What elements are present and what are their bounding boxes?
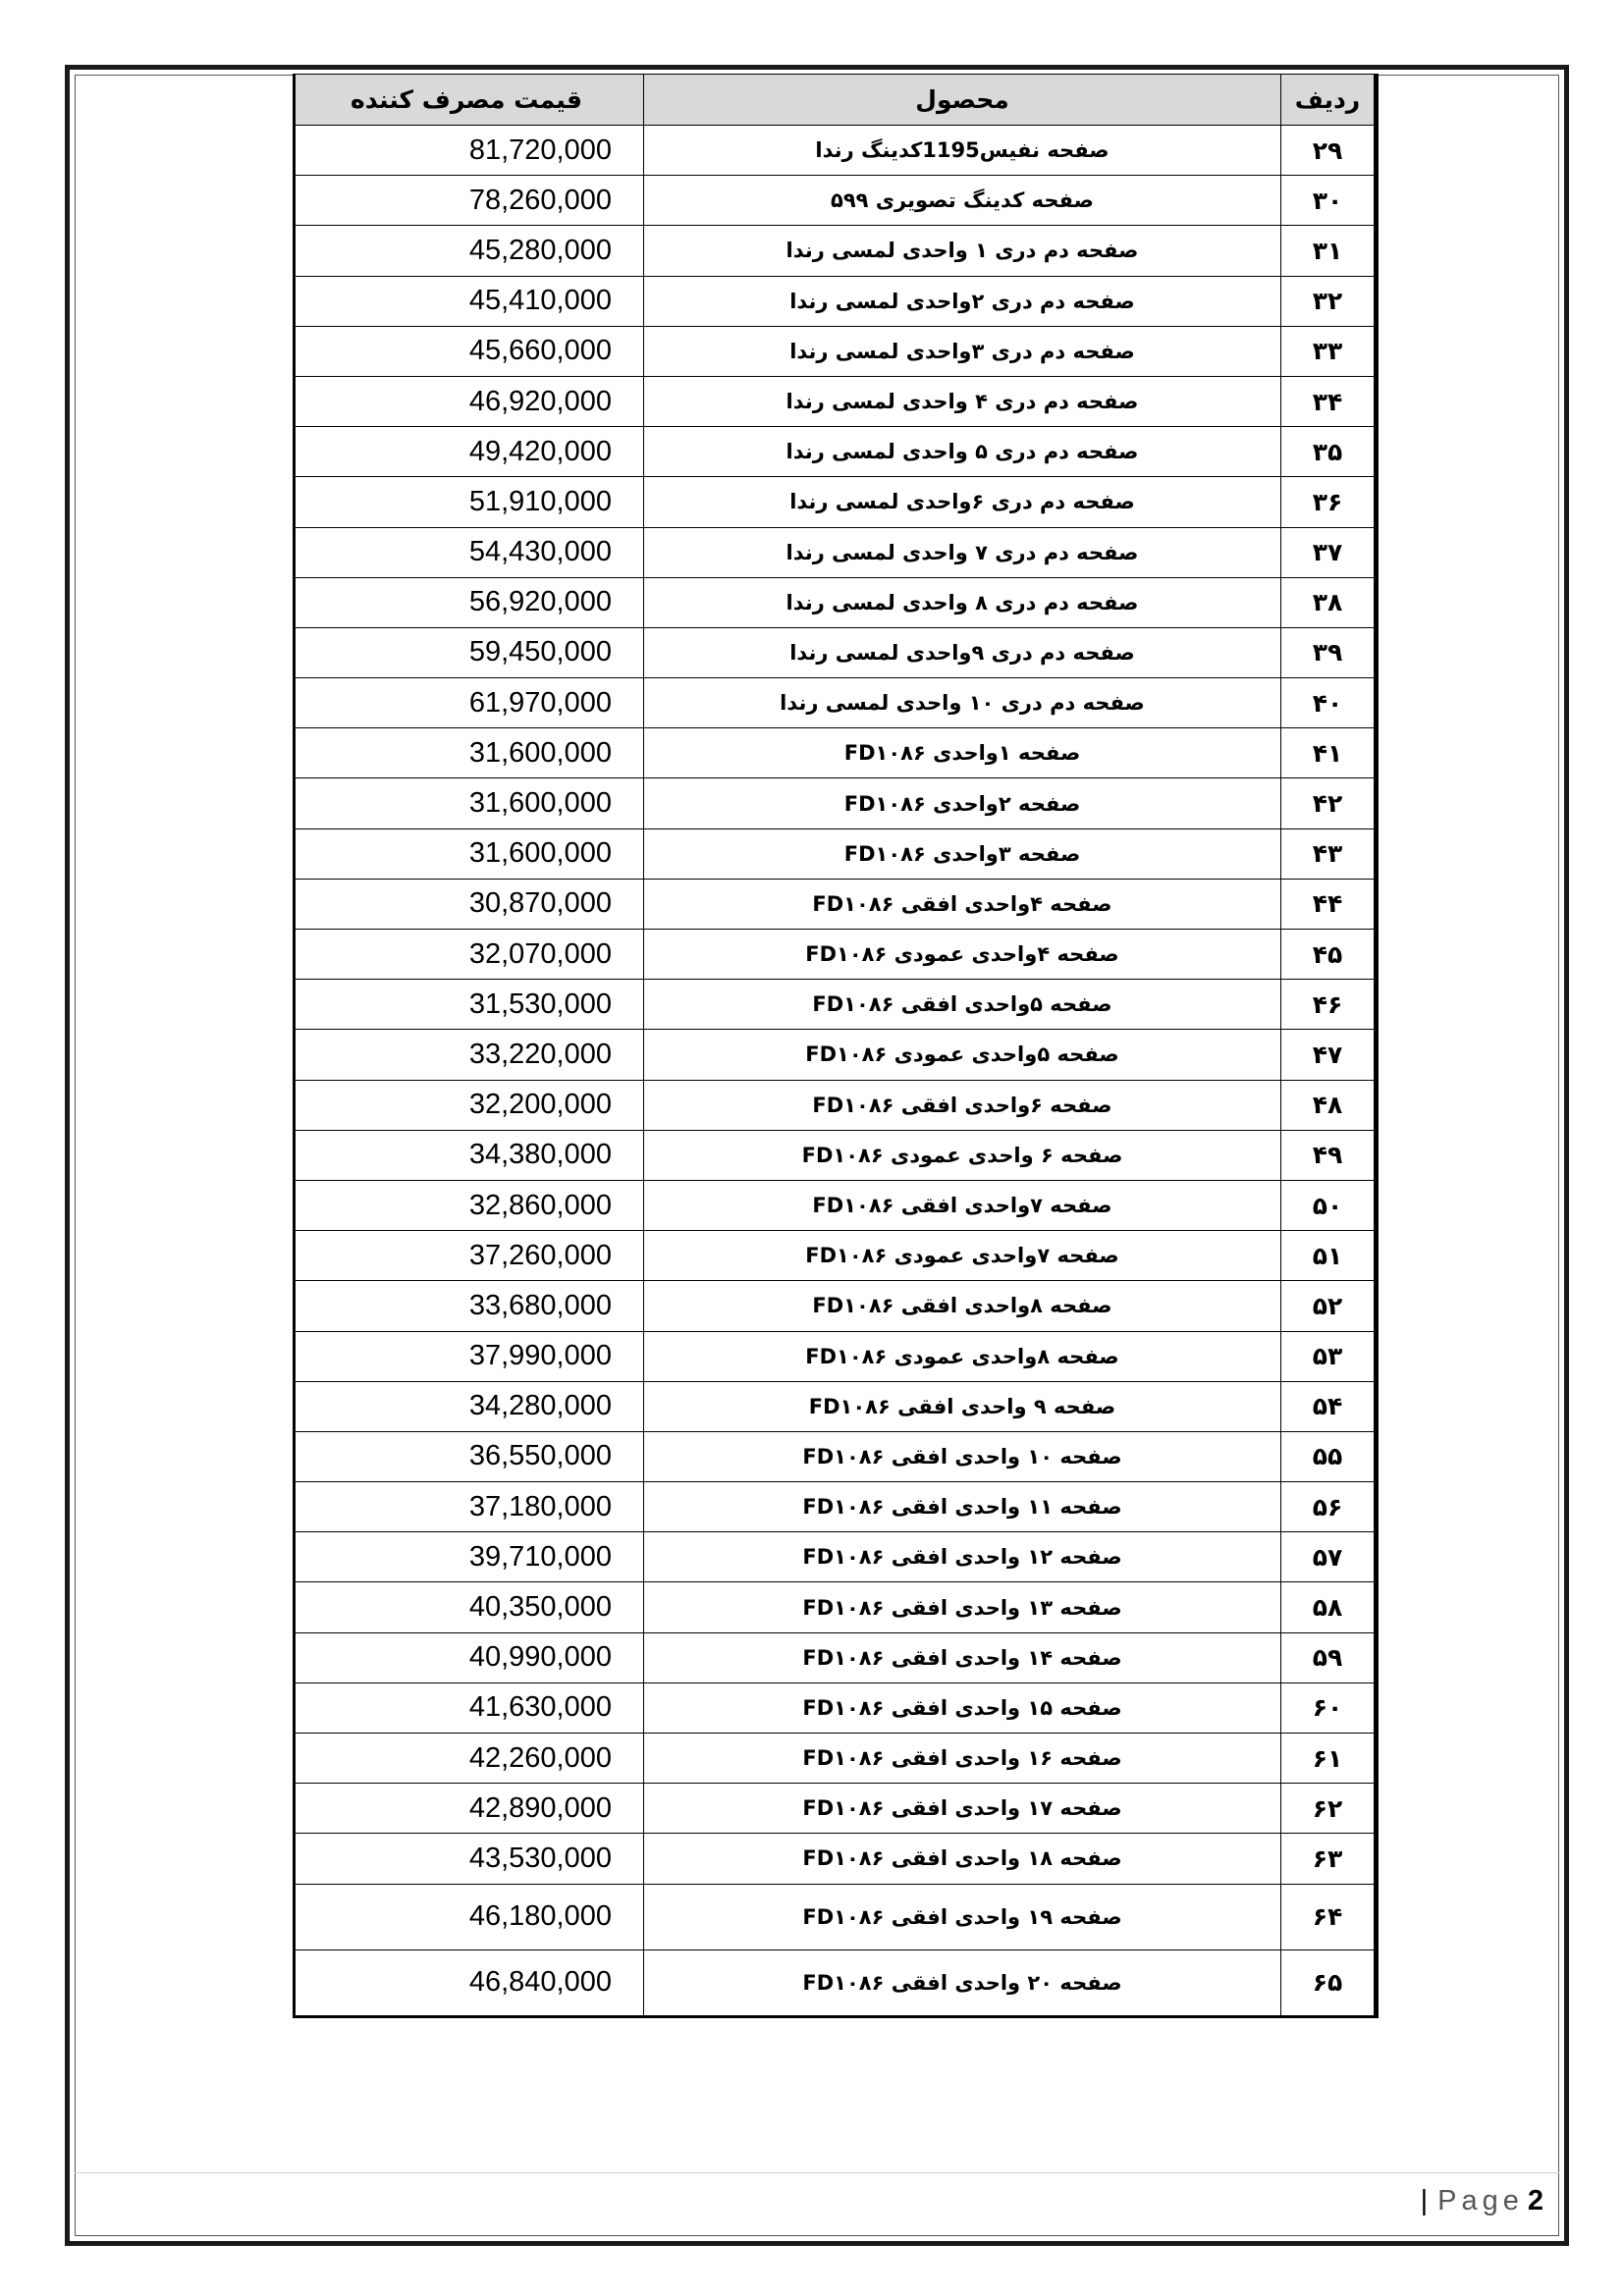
row-number-cell: ۴۳ — [1281, 828, 1377, 879]
table-row — [295, 1482, 1377, 1532]
table-header-row — [295, 75, 1377, 126]
product-cell: صفحه ۱۴ واحدی افقی FD۱۰۸۶ — [644, 1632, 1281, 1682]
table-row — [295, 1281, 1377, 1331]
table-row — [295, 828, 1377, 879]
row-number-cell: ۴۷ — [1281, 1030, 1377, 1080]
product-cell: صفحه ۷واحدی عمودی FD۱۰۸۶ — [644, 1231, 1281, 1281]
row-number-cell: ۵۱ — [1281, 1231, 1377, 1281]
row-number-cell: ۴۵ — [1281, 930, 1377, 980]
table-row — [295, 376, 1377, 426]
price-cell: 33,680,000 — [295, 1281, 644, 1331]
row-number-cell: ۳۳ — [1281, 326, 1377, 376]
product-cell: صفحه ۹ واحدی افقی FD۱۰۸۶ — [644, 1381, 1281, 1431]
product-cell: صفحه ۱۷ واحدی افقی FD۱۰۸۶ — [644, 1784, 1281, 1834]
table-row — [295, 326, 1377, 376]
price-cell: 31,530,000 — [295, 980, 644, 1030]
product-cell: صفحه ۵واحدی افقی FD۱۰۸۶ — [644, 980, 1281, 1030]
product-cell: صفحه دم دری ۱ واحدی لمسی رندا — [644, 226, 1281, 276]
table-row — [295, 1381, 1377, 1431]
product-cell: صفحه ۸واحدی عمودی FD۱۰۸۶ — [644, 1331, 1281, 1381]
product-cell: صفحه ۱۹ واحدی افقی FD۱۰۸۶ — [644, 1884, 1281, 1949]
product-cell: صفحه ۱۵ واحدی افقی FD۱۰۸۶ — [644, 1682, 1281, 1733]
price-cell: 45,280,000 — [295, 226, 644, 276]
table-row — [295, 176, 1377, 226]
price-cell: 40,350,000 — [295, 1582, 644, 1632]
product-cell: صفحه ۲۰ واحدی افقی FD۱۰۸۶ — [644, 1949, 1281, 2016]
table-row — [295, 728, 1377, 778]
table-row — [295, 1632, 1377, 1682]
price-cell: 56,920,000 — [295, 577, 644, 627]
row-number-cell: ۴۱ — [1281, 728, 1377, 778]
row-number-cell: ۳۱ — [1281, 226, 1377, 276]
product-cell: صفحه ۱۸ واحدی افقی FD۱۰۸۶ — [644, 1834, 1281, 1884]
product-cell: صفحه ۸واحدی افقی FD۱۰۸۶ — [644, 1281, 1281, 1331]
row-number-cell: ۳۵ — [1281, 427, 1377, 477]
table-row — [295, 126, 1377, 176]
table-row — [295, 1784, 1377, 1834]
product-cell: صفحه ۶واحدی افقی FD۱۰۸۶ — [644, 1080, 1281, 1130]
product-cell: صفحه ۲واحدی FD۱۰۸۶ — [644, 778, 1281, 828]
price-cell: 45,410,000 — [295, 276, 644, 326]
product-cell: صفحه ۱واحدی FD۱۰۸۶ — [644, 728, 1281, 778]
table-row — [295, 1231, 1377, 1281]
price-cell: 49,420,000 — [295, 427, 644, 477]
product-cell: صفحه ۱۳ واحدی افقی FD۱۰۸۶ — [644, 1582, 1281, 1632]
table-body — [295, 126, 1377, 2017]
price-cell: 46,840,000 — [295, 1949, 644, 2016]
table-row — [295, 477, 1377, 527]
table-row — [295, 1080, 1377, 1130]
row-number-cell: ۶۰ — [1281, 1682, 1377, 1733]
price-cell: 37,180,000 — [295, 1482, 644, 1532]
product-cell: صفحه ۴واحدی عمودی FD۱۰۸۶ — [644, 930, 1281, 980]
product-cell: صفحه دم دری ۴ واحدی لمسی رندا — [644, 376, 1281, 426]
product-cell: صفحه دم دری ۹واحدی لمسی رندا — [644, 627, 1281, 677]
table-row — [295, 980, 1377, 1030]
price-cell: 32,200,000 — [295, 1080, 644, 1130]
price-cell: 61,970,000 — [295, 678, 644, 728]
header-price: قیمت مصرف کننده — [295, 75, 644, 126]
price-cell: 33,220,000 — [295, 1030, 644, 1080]
product-cell: صفحه ۴واحدی افقی FD۱۰۸۶ — [644, 879, 1281, 929]
product-cell: صفحه دم دری ۳واحدی لمسی رندا — [644, 326, 1281, 376]
row-number-cell: ۵۲ — [1281, 1281, 1377, 1331]
table-row — [295, 1130, 1377, 1180]
row-number-cell: ۵۴ — [1281, 1381, 1377, 1431]
row-number-cell: ۴۹ — [1281, 1130, 1377, 1180]
price-cell: 34,380,000 — [295, 1130, 644, 1180]
table-row — [295, 577, 1377, 627]
product-cell: صفحه ۱۶ واحدی افقی FD۱۰۸۶ — [644, 1734, 1281, 1784]
table-row — [295, 627, 1377, 677]
price-cell: 39,710,000 — [295, 1532, 644, 1582]
price-cell: 42,260,000 — [295, 1734, 644, 1784]
product-cell: صفحه دم دری ۵ واحدی لمسی رندا — [644, 427, 1281, 477]
table-row — [295, 1180, 1377, 1230]
table-row — [295, 1834, 1377, 1884]
table-row — [295, 1030, 1377, 1080]
row-number-cell: ۳۶ — [1281, 477, 1377, 527]
product-cell: صفحه دم دری ۸ واحدی لمسی رندا — [644, 577, 1281, 627]
table-row — [295, 1431, 1377, 1481]
price-cell: 81,720,000 — [295, 126, 644, 176]
price-cell: 32,860,000 — [295, 1180, 644, 1230]
product-cell: صفحه دم دری ۲واحدی لمسی رندا — [644, 276, 1281, 326]
row-number-cell: ۵۹ — [1281, 1632, 1377, 1682]
price-cell: 30,870,000 — [295, 879, 644, 929]
price-cell: 34,280,000 — [295, 1381, 644, 1431]
table-row — [295, 1582, 1377, 1632]
table-row — [295, 527, 1377, 577]
table-row — [295, 1734, 1377, 1784]
row-number-cell: ۳۲ — [1281, 276, 1377, 326]
table-row — [295, 778, 1377, 828]
price-cell: 37,260,000 — [295, 1231, 644, 1281]
table-row — [295, 1532, 1377, 1582]
product-cell: صفحه ۷واحدی افقی FD۱۰۸۶ — [644, 1180, 1281, 1230]
price-cell: 54,430,000 — [295, 527, 644, 577]
row-number-cell: ۵۳ — [1281, 1331, 1377, 1381]
row-number-cell: ۴۰ — [1281, 678, 1377, 728]
price-cell: 41,630,000 — [295, 1682, 644, 1733]
row-number-cell: ۵۸ — [1281, 1582, 1377, 1632]
row-number-cell: ۳۷ — [1281, 527, 1377, 577]
header-product: محصول — [644, 75, 1281, 126]
product-cell: صفحه ۱۱ واحدی افقی FD۱۰۸۶ — [644, 1482, 1281, 1532]
row-number-cell: ۶۱ — [1281, 1734, 1377, 1784]
price-cell: 36,550,000 — [295, 1431, 644, 1481]
price-cell: 40,990,000 — [295, 1632, 644, 1682]
row-number-cell: ۵۰ — [1281, 1180, 1377, 1230]
product-cell: صفحه ۵واحدی عمودی FD۱۰۸۶ — [644, 1030, 1281, 1080]
footer-separator: | — [1420, 2185, 1429, 2216]
row-number-cell: ۶۵ — [1281, 1949, 1377, 2016]
row-number-cell: ۴۶ — [1281, 980, 1377, 1030]
row-number-cell: ۳۹ — [1281, 627, 1377, 677]
table-row — [295, 879, 1377, 929]
row-number-cell: ۴۴ — [1281, 879, 1377, 929]
product-cell: صفحه دم دری ۶واحدی لمسی رندا — [644, 477, 1281, 527]
row-number-cell: ۳۰ — [1281, 176, 1377, 226]
row-number-cell: ۵۶ — [1281, 1482, 1377, 1532]
table-row — [295, 427, 1377, 477]
page-number-footer — [1421, 2185, 1543, 2217]
row-number-cell: ۴۸ — [1281, 1080, 1377, 1130]
table-row — [295, 226, 1377, 276]
price-cell: 43,530,000 — [295, 1834, 644, 1884]
table-row — [295, 276, 1377, 326]
table-row — [295, 1682, 1377, 1733]
row-number-cell: ۳۸ — [1281, 577, 1377, 627]
table-row — [295, 930, 1377, 980]
price-cell: 45,660,000 — [295, 326, 644, 376]
product-cell: صفحه کدینگ تصویری ۵۹۹ — [644, 176, 1281, 226]
table-row — [295, 1949, 1377, 2016]
price-list-table — [293, 74, 1379, 2018]
price-cell: 51,910,000 — [295, 477, 644, 527]
page-number: 2 — [1527, 2185, 1543, 2216]
table-row — [295, 678, 1377, 728]
price-cell: 46,180,000 — [295, 1884, 644, 1949]
price-cell: 59,450,000 — [295, 627, 644, 677]
price-cell: 37,990,000 — [295, 1331, 644, 1381]
product-cell: صفحه نفیس1195کدینگ رندا — [644, 126, 1281, 176]
product-cell: صفحه دم دری ۷ واحدی لمسی رندا — [644, 527, 1281, 577]
row-number-cell: ۵۵ — [1281, 1431, 1377, 1481]
price-cell: 78,260,000 — [295, 176, 644, 226]
product-cell: صفحه ۱۰ واحدی افقی FD۱۰۸۶ — [644, 1431, 1281, 1481]
price-cell: 31,600,000 — [295, 828, 644, 879]
price-cell: 46,920,000 — [295, 376, 644, 426]
row-number-cell: ۶۲ — [1281, 1784, 1377, 1834]
price-cell: 32,070,000 — [295, 930, 644, 980]
row-number-cell: ۶۴ — [1281, 1884, 1377, 1949]
row-number-cell: ۳۴ — [1281, 376, 1377, 426]
product-cell: صفحه دم دری ۱۰ واحدی لمسی رندا — [644, 678, 1281, 728]
price-cell: 31,600,000 — [295, 728, 644, 778]
page-label: Page — [1437, 2185, 1524, 2216]
product-cell: صفحه ۶ واحدی عمودی FD۱۰۸۶ — [644, 1130, 1281, 1180]
footer-divider — [75, 2172, 1559, 2173]
table-row — [295, 1331, 1377, 1381]
price-cell: 31,600,000 — [295, 778, 644, 828]
row-number-cell: ۵۷ — [1281, 1532, 1377, 1582]
row-number-cell: ۲۹ — [1281, 126, 1377, 176]
product-cell: صفحه ۱۲ واحدی افقی FD۱۰۸۶ — [644, 1532, 1281, 1582]
header-row-number: ردیف — [1281, 75, 1377, 126]
product-cell: صفحه ۳واحدی FD۱۰۸۶ — [644, 828, 1281, 879]
table-row — [295, 1884, 1377, 1949]
price-cell: 42,890,000 — [295, 1784, 644, 1834]
row-number-cell: ۶۳ — [1281, 1834, 1377, 1884]
row-number-cell: ۴۲ — [1281, 778, 1377, 828]
